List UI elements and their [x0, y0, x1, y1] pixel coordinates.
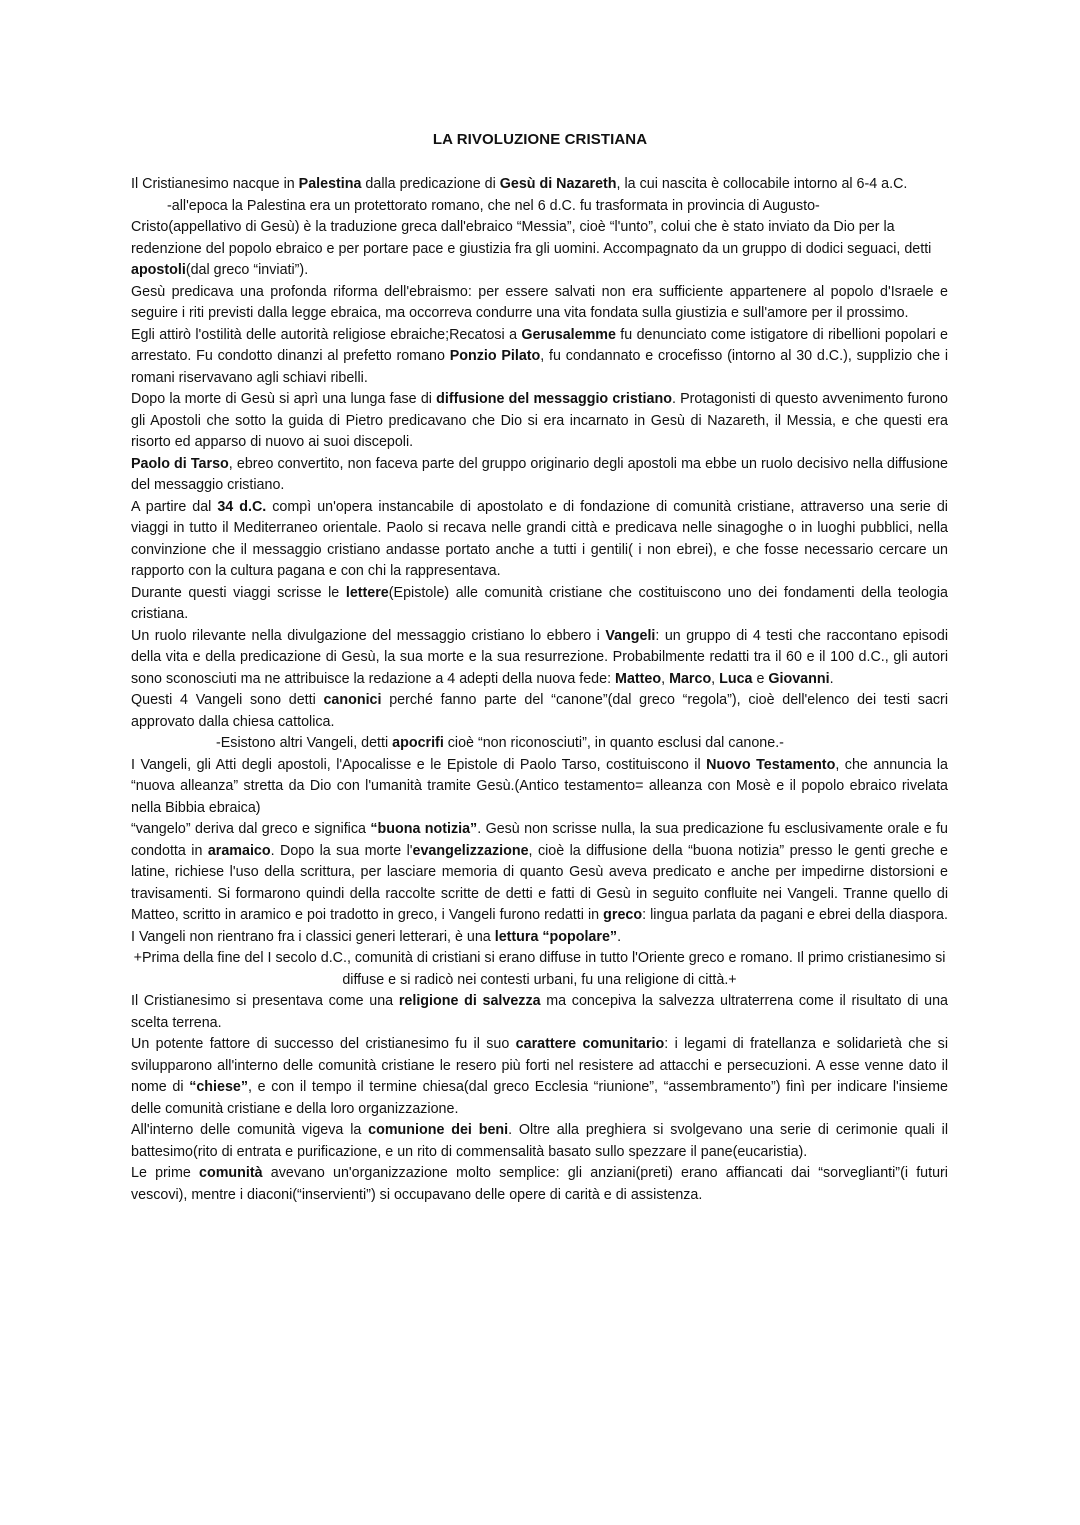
text-run: , la cui nascita è collocabile intorno al 6-4 a.C.	[616, 176, 908, 192]
paragraph	[131, 325, 948, 390]
bold-term: lettere	[345, 584, 389, 601]
bold-term: apostoli	[131, 262, 186, 278]
bold-term: Giovanni	[768, 670, 830, 687]
text-run: Il Cristianesimo nacque in	[131, 176, 299, 192]
text-run: , e con il tempo il termine chiesa(dal greco Ecclesia “riunione”, “assembramento”) finì per indicare l'insieme delle comunità cristiane e della loro organizzazione.	[131, 1079, 948, 1117]
text-run: . Protagonisti di questo avvenimento furono gli Apostoli che sotto la guida di Pietro predicavano che Dio si era incarnato in Gesù di Nazareth, il Messia, e che questi era risorto ed apparso di nuovo ai suoi discepoli.	[131, 391, 948, 450]
bold-term: Paolo di Tarso	[131, 455, 229, 472]
bold-term: Luca	[719, 670, 753, 687]
bold-term: apocrifi	[392, 735, 444, 751]
bold-term: Vangeli	[605, 627, 656, 644]
text-run: , che annuncia la “nuova alleanza” stretta da Dio con l'umanità tramite Gesù.(Antico testamento= alleanza con Mosè e il popolo ebraico rivelata nella Bibbia ebraica)	[131, 756, 949, 816]
text-run: Un ruolo rilevante nella divulgazione del messaggio cristiano lo ebbero i	[131, 627, 606, 644]
text-run: Durante questi viaggi scrisse le	[131, 584, 346, 601]
text-run: Il Cristianesimo si presentava come una	[131, 993, 399, 1009]
paragraph	[131, 690, 948, 733]
text-run: Egli attirò l'ostilità delle autorità religiose ebraiche;Recatosi a	[131, 326, 522, 343]
bold-term: “buona notizia”	[370, 821, 478, 837]
text-run: ,	[661, 670, 670, 687]
text-run: Questi 4 Vangeli sono detti	[131, 692, 324, 708]
paragraph	[131, 733, 948, 755]
document-body	[131, 174, 948, 1206]
paragraph	[131, 282, 948, 325]
bold-term: Matteo	[615, 670, 662, 687]
paragraph	[131, 948, 948, 991]
text-run: , ebreo convertito, non faceva parte del gruppo originario degli apostoli ma ebbe un ruolo decisivo nella diffusione del messaggio cristiano.	[131, 455, 948, 493]
text-run: , fu condannato e crocefisso (intorno al 30 d.C.), supplizio che i romani riservavano agli schiavi ribelli.	[131, 348, 949, 386]
text-run: .	[617, 928, 622, 945]
paragraph	[131, 174, 948, 196]
text-run: -Esistono altri Vangeli, detti	[216, 735, 393, 751]
paragraph	[131, 497, 948, 583]
text-run: compì un'opera instancabile di apostolato e di fondazione di comunità cristiane, attraverso una serie di viaggi in tutto il Mediterraneo orientale. Paolo si recava nelle grandi città e predicava nelle sinagoghe o in luoghi pubblici, nella convinzione che il messaggio cristiano andasse portato anche a tutti i gentili( i non ebrei), e che fosse necessario cercare un rapporto con la cultura pagana e con chi la rappresentava.	[131, 498, 948, 579]
paragraph	[131, 755, 948, 820]
bold-term: Gerusalemme	[521, 326, 616, 343]
paragraph	[131, 819, 948, 948]
text-run: “vangelo” deriva dal greco e significa	[131, 821, 371, 837]
paragraph	[131, 389, 948, 454]
bold-term: aramaico	[207, 842, 271, 859]
text-run: ma concepiva la salvezza ultraterrena come il risultato di una scelta terrena.	[131, 993, 948, 1031]
bold-term: comunità	[199, 1165, 263, 1181]
text-run: (dal greco “inviati”).	[185, 262, 309, 278]
bold-term: evangelizzazione	[412, 842, 529, 859]
bold-term: Palestina	[298, 176, 362, 192]
bold-term: Ponzio Pilato	[449, 348, 541, 364]
text-run: : un gruppo di 4 testi che raccontano episodi della vita e della predicazione di Gesù, la sua morte e la sua resurrezione. Probabilmente redatti tra il 60 e il 100 d.C., gli autori sono sconosciuti ma ne attribuisce la redazione a 4 adepti della nuova fede:	[131, 627, 948, 687]
text-run: -all'epoca la Palestina era un protettorato romano, che nel 6 d.C. fu trasformata in provincia di Augusto-	[167, 197, 820, 214]
text-run: : lingua parlata da pagani e ebrei della diaspora. I Vangeli non rientrano fra i classici generi letterari, è una	[131, 907, 948, 945]
text-run: : i legami di fratellanza e solidarietà che si svilupparono all'interno delle comunità cristiane le resero più forti nel resistere ad attacchi e persecuzioni. A esse venne dato il nome di	[131, 1036, 948, 1095]
text-run: Le prime	[131, 1165, 200, 1181]
text-run: avevano un'organizzazione molto semplice: gli anziani(preti) erano affiancati dai “sorveglianti”(i futuri vescovi), mentre i diaconi(“inservienti”) si occupavano delle opere di carità e di assistenza.	[131, 1165, 948, 1203]
text-run: perché fanno parte del “canone”(dal greco “regola”), cioè dell'elenco dei testi sacri approvato dalla chiesa cattolica.	[131, 692, 948, 730]
bold-term: religione di salvezza	[398, 993, 541, 1009]
bold-term: Nuovo Testamento	[706, 756, 836, 773]
bold-term: greco	[603, 907, 643, 923]
paragraph	[131, 1034, 948, 1120]
bold-term: “chiese”	[189, 1079, 248, 1095]
bold-term: Gesù di Nazareth	[499, 176, 617, 192]
text-run: All'interno delle comunità vigeva la	[131, 1122, 369, 1138]
text-run: . Gesù non scrisse nulla, la sua predicazione fu esclusivamente orale e fu condotta in	[131, 821, 948, 859]
text-run: cioè “non riconosciuti”, in quanto esclusi dal canone.-	[443, 735, 784, 751]
bold-term: 34 d.C.	[217, 498, 267, 515]
text-run: e	[752, 670, 769, 687]
bold-term: lettura “popolare”	[494, 928, 618, 945]
text-run: . Dopo la sua morte l'	[270, 842, 413, 859]
text-run: Dopo la morte di Gesù si aprì una lunga fase di	[131, 391, 437, 407]
bold-term: comunione dei beni	[368, 1122, 509, 1138]
text-run: (Epistole) alle comunità cristiane che costituiscono uno dei fondamenti della teologia cristiana.	[131, 584, 949, 622]
text-run: fu denunciato come istigatore di ribellioni popolari e arrestato. Fu condotto dinanzi al prefetto romano	[131, 326, 948, 364]
paragraph	[131, 991, 948, 1034]
bold-term: Marco	[669, 670, 712, 687]
paragraph	[131, 1163, 948, 1206]
bold-term: canonici	[323, 692, 382, 708]
paragraph	[131, 1120, 948, 1163]
text-run: , cioè la diffusione della “buona notizia” presso le genti greche e latine, richiese l'uso della scrittura, per lasciare memoria di quanto Gesù aveva predicato e anche per impedirne distorsioni e travisamenti. Si formarono quindi della raccolte scritte de detti e fatti di Gesù in seguito confluite nei Vangeli. Tranne quello di Matteo, scritto in aramico e poi tradotto in greco, i Vangeli furono redatti in	[131, 842, 948, 923]
paragraph	[131, 583, 948, 626]
paragraph	[131, 454, 948, 497]
paragraph	[131, 196, 948, 218]
text-run: Gesù predicava una profonda riforma dell'ebraismo: per essere salvati non era sufficiente appartenere al popolo d'Israele e seguire i riti previsti dalla legge ebraica, ma occorreva condurre una vita fondata sulla giustizia e sull'amore per il prossimo.	[131, 283, 948, 321]
text-run: +Prima della fine del I secolo d.C., comunità di cristiani si erano diffuse in tutto l'Oriente greco e romano. Il primo cristianesimo si diffuse e si radicò nei contesti urbani, fu una religione di città.+	[133, 950, 946, 988]
text-run: . Oltre alla preghiera si svolgevano una serie di cerimonie quali il battesimo(rito di entrata e purificazione, e un rito di commensalità basato sullo spezzare il pane(eucaristia).	[131, 1122, 949, 1160]
paragraph	[131, 626, 948, 691]
text-run: Cristo(appellativo di Gesù) è la traduzione greca dall'ebraico “Messia”, cioè “l'unto”, colui che è stato inviato da Dio per la redenzione del popolo ebraico e per portare pace e giustizia fra gli uomini. Accompagnato da un gruppo di dodici seguaci, detti	[131, 219, 932, 257]
bold-term: carattere comunitario	[515, 1036, 665, 1052]
paragraph	[131, 217, 948, 282]
text-run: Un potente fattore di successo del cristianesimo fu il suo	[131, 1036, 516, 1052]
text-run: I Vangeli, gli Atti degli apostoli, l'Apocalisse e le Epistole di Paolo Tarso, costituiscono il	[131, 756, 707, 773]
bold-term: diffusione del messaggio cristiano	[436, 391, 672, 407]
text-run: dalla predicazione di	[361, 176, 500, 192]
text-run: A partire dal	[131, 498, 218, 515]
text-run: .	[829, 670, 834, 687]
text-run: ,	[711, 670, 720, 687]
page-title: LA RIVOLUZIONE CRISTIANA	[432, 131, 648, 148]
